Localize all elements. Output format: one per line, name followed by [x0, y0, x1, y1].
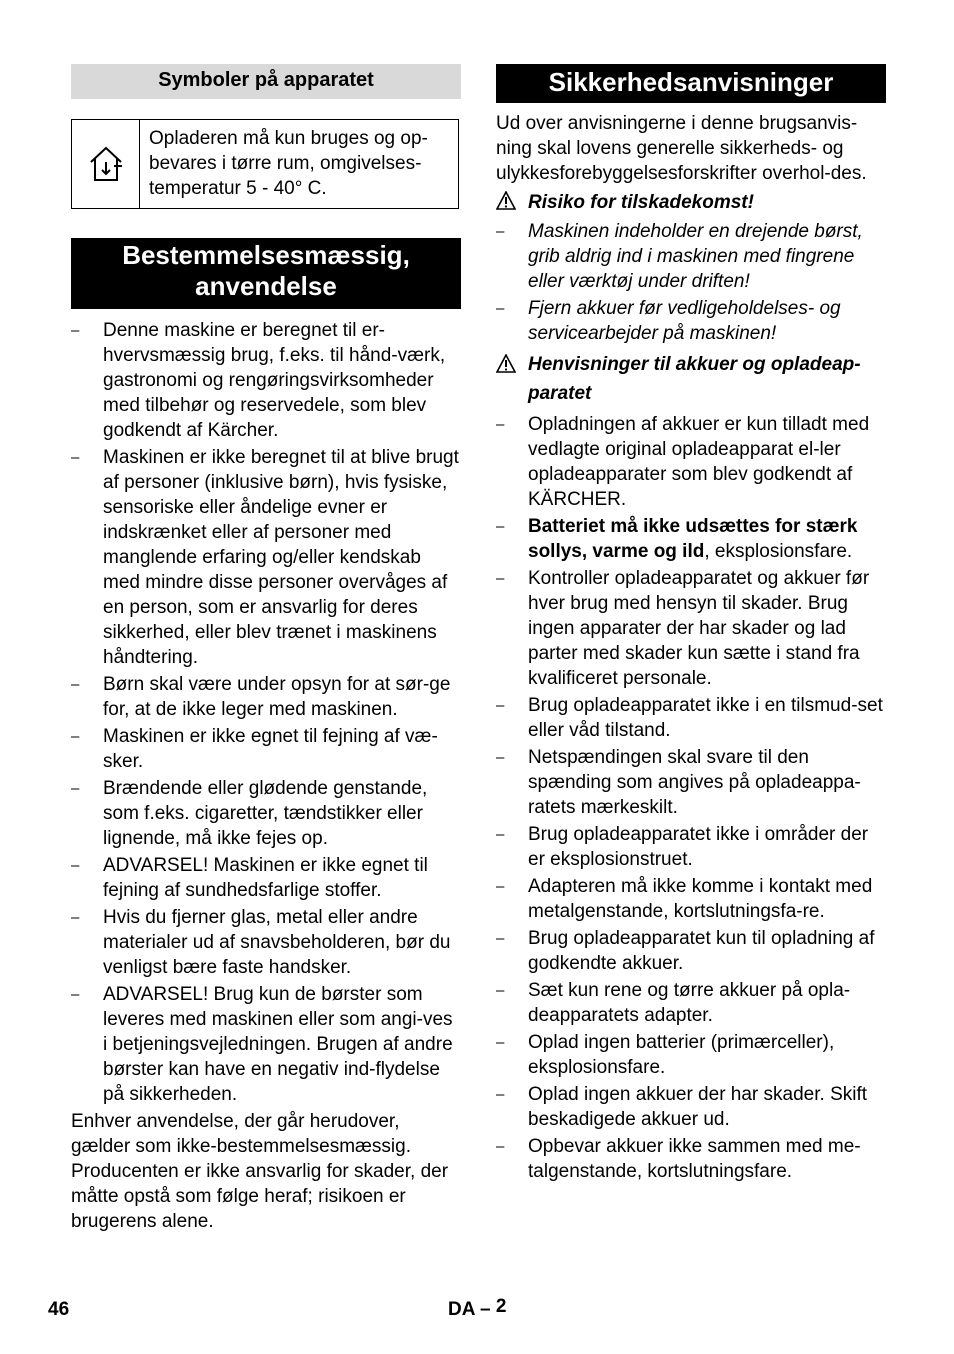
warning-injury-label: Risiko for tilskadekomst!: [528, 192, 754, 213]
list-item: [496, 514, 886, 564]
page-label: [448, 1297, 506, 1322]
symbol-description: Opladeren må kun bruges og op-bevares i tørre rum, omgivelses-temperatur 5 - 40° C.: [149, 128, 428, 199]
usage-heading-line2: anvendelse: [195, 271, 337, 301]
warning-triangle-icon: [496, 191, 516, 210]
usage-heading: [71, 238, 461, 309]
warning-triangle-icon: [496, 354, 516, 373]
safety-intro: Ud over anvisningerne i denne brugsanvis-ning skal lovens generelle sikkerheds- og ulykkesforebyggelsesforskrifter overhol-des.: [496, 113, 867, 184]
bold-warning-text: Batteriet må ikke udsættes for stærk sollys, varme og ild: [528, 516, 858, 562]
list-item: – Fjern akkuer før vedligeholdelses- og servicearbejder på maskinen!: [496, 296, 886, 346]
page-number: 46: [48, 1299, 70, 1320]
battery-list: [496, 412, 886, 1184]
list-item: – Hvis du fjerner glas, metal eller andre materialer ud af snavsbeholderen, bør du venligst bære faste handsker.: [71, 905, 461, 980]
list-item: – Maskinen er ikke egnet til fejning af væ-sker.: [71, 724, 461, 774]
warning-battery: [496, 350, 886, 408]
list-item: – Opladningen af akkuer er kun tilladt med vedlagte original opladeapparat el-ler opladeapparater som blev godkendt af KÄRCHER.: [496, 412, 886, 512]
list-item: – ADVARSEL! Maskinen er ikke egnet til fejning af sundhedsfarlige stoffer.: [71, 853, 461, 903]
warning-injury: [496, 190, 886, 215]
list-item: – Maskinen er ikke beregnet til at blive brugt af personer (inklusive børn), hvis fysiske, sensoriske eller åndelige evner er indskrænket eller af personer med manglende erfaring og/eller kendskab med mindre disse personer overvåges af en person, som er ansvarlig for deres sikkerhed, eller blev trænet i maskinens håndtering.: [71, 445, 461, 670]
list-item: – Adapteren må ikke komme i kontakt med metalgenstande, kortslutningsfa-re.: [496, 874, 886, 924]
list-item: – Kontroller opladeapparatet og akkuer før hver brug med hensyn til skader. Brug ingen apparater der har skader og lad parter med skader kun sætte i stand fra kvalificeret personale.: [496, 566, 886, 691]
lang-dash: –: [480, 1299, 491, 1320]
left-column: [71, 64, 461, 1234]
warning-battery-label: Henvisninger til akkuer og opladeap-paratet: [528, 354, 861, 404]
lang-page: 2: [495, 1296, 507, 1317]
list-item: – Opbevar akkuer ikke sammen med me-talgenstande, kortslutningsfare.: [496, 1134, 886, 1184]
safety-heading: Sikkerhedsanvisninger: [496, 64, 886, 103]
bold-warning-rest: , eksplosionsfare.: [704, 541, 853, 562]
list-item: – Oplad ingen akkuer der har skader. Skift beskadigede akkuer ud.: [496, 1082, 886, 1132]
list-item: – Brug opladeapparatet ikke i en tilsmud-set eller våd tilstand.: [496, 693, 886, 743]
list-item: – Maskinen indeholder en drejende børst, grib aldrig ind i maskinen med fingrene eller værktøj under driften!: [496, 219, 886, 294]
list-item: – Denne maskine er beregnet til er-hvervsmæssig brug, f.eks. til hånd-værk, gastronomi og rengøringsvirksomheder med tilbehør og reservedele, som blev godkendt af Kärcher.: [71, 318, 461, 443]
list-item: – Oplad ingen batterier (primærceller), eksplosionsfare.: [496, 1030, 886, 1080]
list-item: – Børn skal være under opsyn for at sør-ge for, at de ikke leger med maskinen.: [71, 672, 461, 722]
usage-closing: Enhver anvendelse, der går herudover, gælder som ikke-bestemmelsesmæssig. Producenten er ikke ansvarlig for skader, der måtte opstå som følge heraf; risikoen er brugerens alene.: [71, 1111, 449, 1232]
lang-label: DA: [448, 1299, 475, 1320]
list-item: – ADVARSEL! Brug kun de børster som leveres med maskinen eller som angi-ves i betjeningsvejledningen. Brugen af andre børster kan have en negativ ind-flydelse på sikkerheden.: [71, 982, 461, 1107]
right-column: [496, 64, 886, 1186]
indoor-house-icon: [87, 144, 125, 184]
usage-list: [71, 318, 461, 1107]
list-item: – Brændende eller glødende genstande, som f.eks. cigaretter, tændstikker eller lignende, må ikke fejes op.: [71, 776, 461, 851]
list-item: – Brug opladeapparatet ikke i områder der er eksplosionstruet.: [496, 822, 886, 872]
injury-list: [496, 219, 886, 346]
usage-heading-line1: Bestemmelsesmæssig,: [122, 240, 410, 270]
list-item: – Brug opladeapparatet kun til opladning af godkendte akkuer.: [496, 926, 886, 976]
symbol-table: [71, 119, 459, 209]
list-item: – Sæt kun rene og tørre akkuer på opla-deapparatets adapter.: [496, 978, 886, 1028]
symbols-heading: Symboler på apparatet: [71, 64, 461, 99]
list-item: – Netspændingen skal svare til den spænding som angives på opladeappa-ratets mærkeskilt.: [496, 745, 886, 820]
symbol-icon-cell: [72, 120, 140, 208]
